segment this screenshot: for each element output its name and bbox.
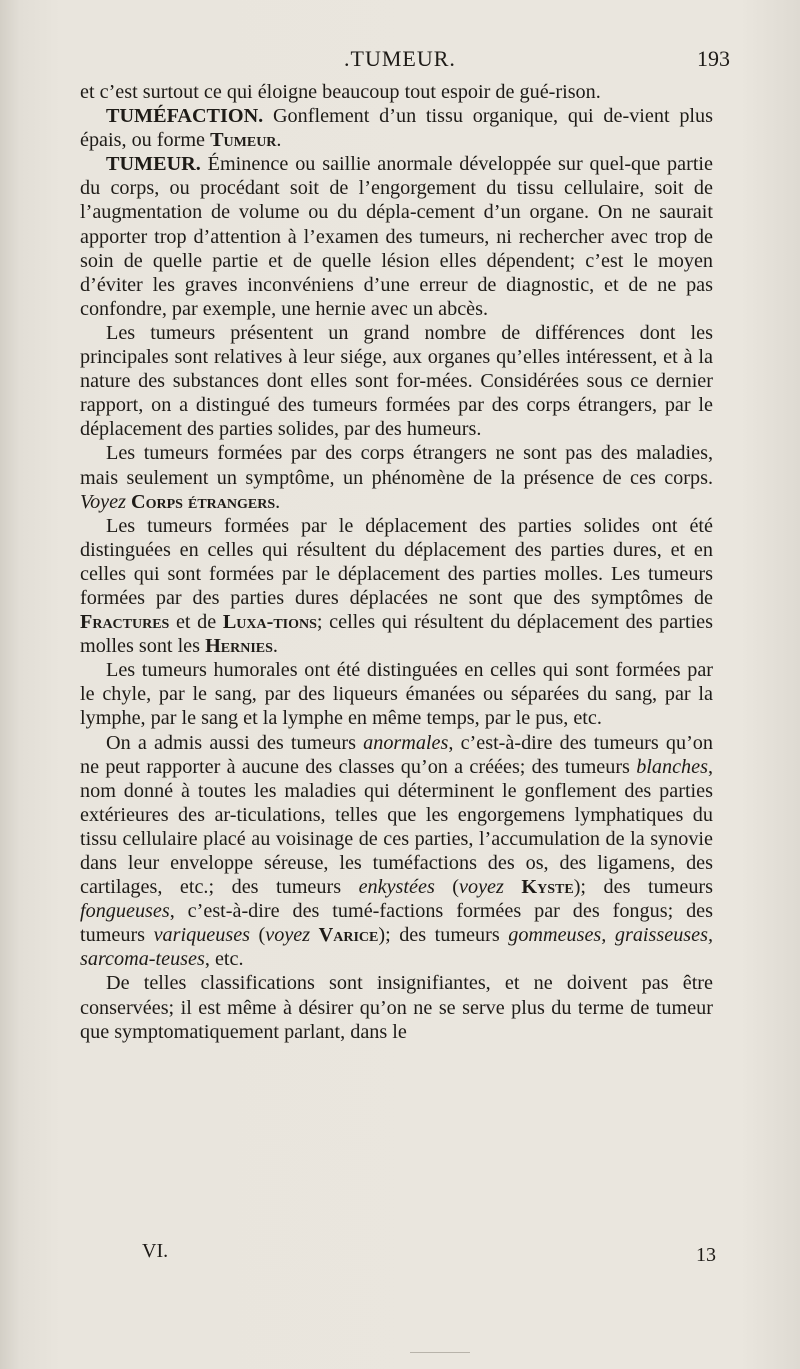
- small-caps-term: TUMEUR.: [106, 153, 201, 176]
- running-head: [80, 46, 730, 76]
- text-run: .: [272, 635, 278, 658]
- italic-term: anormales: [363, 731, 449, 754]
- paragraph: [80, 971, 713, 1043]
- paragraph: [80, 441, 713, 513]
- paragraph: [80, 152, 713, 321]
- paragraph: [80, 658, 713, 730]
- italic-term: voyez: [459, 876, 504, 899]
- small-caps-term: Corps étrangers: [131, 490, 276, 513]
- body-text: [80, 80, 713, 1044]
- text-run: ; celles qui résultent du déplacement des parties molles sont les: [80, 611, 713, 658]
- text-run: , c’est-à-dire des tumeurs qu’on ne peut rapporter à aucune des classes qu’on a créées; des tumeurs: [80, 731, 713, 778]
- text-run: .: [275, 490, 281, 513]
- bottom-rule: [410, 1352, 470, 1353]
- small-caps-term: Tumeur: [210, 129, 277, 152]
- italic-term: Voyez: [80, 490, 126, 513]
- paragraph: [80, 321, 713, 441]
- running-title: .TUMEUR.: [344, 46, 456, 71]
- text-run: On a admis aussi des tumeurs: [106, 731, 364, 754]
- text-run: Éminence ou saillie anormale développée sur quel-que partie du corps, ou procédant soit de l’engorgement du tissu cellulaire, soit de l’augmentation de volume ou du dépla-cement d’un organe. On ne saurait apporter trop d’attention à l’examen des tumeurs, ni rechercher avec trop de soin de quelle partie et de quelle lésion elles dépendent; c’est le moyen d’éviter les graves inconvéniens d’une erreur de diagnostic, et de ne pas confondre, par exemple, une hernie avec un abcès.: [80, 153, 713, 320]
- text-run: Les tumeurs formées par le déplacement des parties solides ont été distinguées en celles qui résultent du déplacement des parties dures, et en celles qui sont formées par le déplacement des parties molles. Les tumeurs formées par des parties dures déplacées ne sont que des symptômes de: [80, 514, 713, 609]
- small-caps-term: TUMÉFACTION.: [106, 105, 264, 128]
- page-footer: [80, 1240, 720, 1270]
- text-run: [310, 924, 319, 946]
- text-run: .: [276, 129, 282, 152]
- small-caps-term: Luxa-tions: [222, 611, 317, 634]
- small-caps-term: Fractures: [80, 611, 170, 634]
- small-caps-term: Varice: [318, 924, 379, 947]
- page-number: 193: [697, 46, 730, 71]
- paragraph: [80, 514, 713, 659]
- gathering-signature: 13: [696, 1244, 716, 1266]
- small-caps-term: Kyste: [521, 876, 574, 899]
- italic-term: variqueuses: [153, 924, 251, 947]
- text-run: ); des tumeurs: [378, 924, 509, 947]
- text-run: (: [434, 876, 460, 899]
- italic-term: gommeuses, graisseuses, sarcoma-teuses: [80, 924, 714, 971]
- small-caps-term: Hernies: [205, 635, 273, 658]
- paragraph: [80, 80, 713, 104]
- text-run: Gonflement d’un tissu organique, qui de-vient plus épais, ou forme: [80, 105, 713, 152]
- paragraph: [80, 104, 713, 152]
- italic-term: voyez: [265, 924, 311, 947]
- volume-signature: VI.: [142, 1240, 169, 1262]
- text-run: et c’est surtout ce qui éloigne beaucoup tout espoir de gué-rison.: [80, 81, 601, 103]
- italic-term: blanches: [636, 755, 708, 778]
- text-run: et de: [169, 611, 223, 634]
- text-run: ); des tumeurs: [573, 876, 713, 899]
- text-run: , c’est-à-dire des tumé-factions formées par des fongus; des tumeurs: [80, 900, 713, 947]
- italic-term: enkystées: [358, 876, 435, 899]
- text-run: Les tumeurs humorales ont été distinguées en celles qui sont formées par le chyle, par le sang, par des liqueurs émanées ou séparées du sang, par la lymphe, par le sang et la lymphe en même temps, par le pus, etc.: [80, 659, 713, 730]
- text-run: [504, 876, 522, 898]
- text-run: , nom donné à toutes les maladies qui déterminent le gonflement des parties extérieures des ar-ticulations, telles que les engorgemens lymphatiques du tissu cellulaire placé au voisinage de ces parties, l’accumulation de la synovie dans leur enveloppe séreuse, les tuméfactions des os, des ligamens, des cartilages, etc.; des tumeurs: [80, 755, 713, 899]
- paragraph: [80, 731, 713, 972]
- text-run: Les tumeurs présentent un grand nombre de différences dont les principales sont relatives à leur siége, aux organes qu’elles intéressent, et à la nature des substances dont elles sont for-mées. Considérées sous ce dernier rapport, on a distingué des tumeurs formées par des corps étrangers, par le déplacement des parties solides, par des humeurs.: [80, 321, 713, 441]
- text-run: , etc.: [204, 948, 244, 971]
- italic-term: fongueuses: [80, 900, 170, 923]
- text-run: De telles classifications sont insignifiantes, et ne doivent pas être conservées; il est même à désirer qu’on ne se serve plus du terme de tumeur que symptomatiquement parlant, dans le: [80, 972, 713, 1043]
- text-run: Les tumeurs formées par des corps étrangers ne sont pas des maladies, mais seulement un symptôme, un phénomène de la présence de ces corps.: [80, 442, 713, 489]
- text-run: (: [250, 924, 266, 947]
